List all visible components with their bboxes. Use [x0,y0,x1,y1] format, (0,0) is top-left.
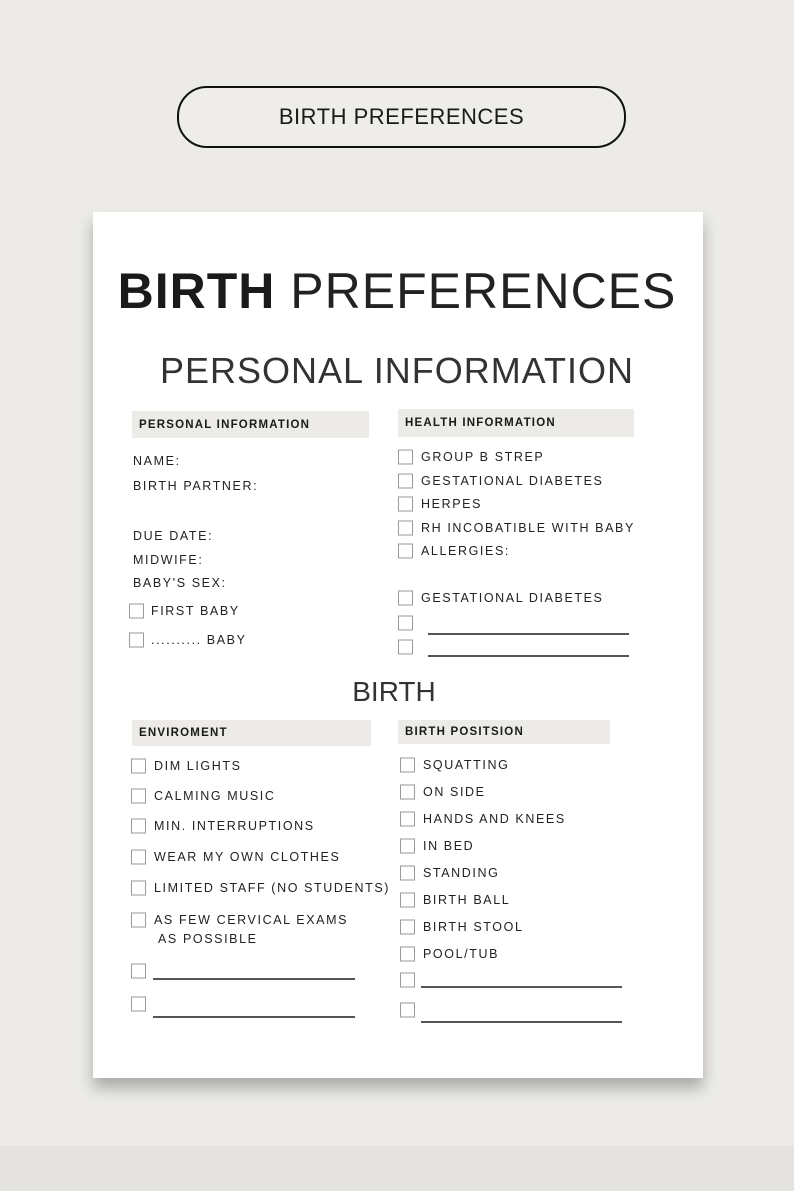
environment-option-label: CALMING MUSIC [154,789,276,803]
blank-line [428,655,629,657]
option-label: .......... BABY [151,633,247,647]
checkbox[interactable] [131,850,146,865]
blank-line [421,1021,622,1023]
section-heading-birth: BIRTH [352,676,436,707]
checkbox[interactable] [131,881,146,896]
checkbox[interactable] [398,497,413,512]
checkbox[interactable] [400,920,415,935]
checkbox[interactable] [398,616,413,631]
checkbox[interactable] [400,1003,415,1018]
personal-field-label: MIDWIFE: [133,553,204,567]
health-option-label: ALLERGIES: [421,544,510,558]
environment-option-label: AS FEW CERVICAL EXAMS [154,913,349,927]
personal-field-label: BIRTH PARTNER: [133,479,259,493]
environment-header: ENVIROMENT [132,720,371,746]
banner-pill [177,86,626,148]
position-option-label: IN BED [423,839,475,853]
section-heading-personal: PERSONAL INFORMATION [159,350,635,391]
checkbox[interactable] [398,591,413,606]
checkbox[interactable] [400,785,415,800]
banner-label: BIRTH PREFERENCES [278,104,525,129]
blank-line [153,978,355,980]
position-option-label: POOL/TUB [423,947,500,961]
checkbox[interactable] [129,604,144,619]
environment-option-label: WEAR MY OWN CLOTHES [154,850,341,864]
health-option-label: GROUP B STREP [421,450,545,464]
blank-line [428,633,629,635]
background-strip [0,1146,794,1191]
environment-option-label: MIN. INTERRUPTIONS [154,819,315,833]
checkbox[interactable] [400,866,415,881]
position-option-label: BIRTH BALL [423,893,511,907]
position-option-label: SQUATTING [423,758,510,772]
health-option-label: GESTATIONAL DIABETES [421,591,604,605]
health-option-label: GESTATIONAL DIABETES [421,474,604,488]
checkbox[interactable] [400,893,415,908]
checkbox[interactable] [131,964,146,979]
checkbox[interactable] [398,474,413,489]
document-title [0,262,794,320]
option-label: FIRST BABY [151,604,240,618]
checkbox[interactable] [131,759,146,774]
checkbox[interactable] [131,913,146,928]
checkbox[interactable] [400,758,415,773]
birth-position-header: BIRTH POSITSION [398,720,610,744]
checkbox[interactable] [398,544,413,559]
personal-info-header: PERSONAL INFORMATION [132,411,369,438]
position-option-label: HANDS AND KNEES [423,812,566,826]
health-info-header: HEALTH INFORMATION [398,409,634,437]
checkbox[interactable] [400,839,415,854]
personal-field-label: DUE DATE: [133,529,214,543]
checkbox[interactable] [398,521,413,536]
position-option-label: ON SIDE [423,785,486,799]
title-bold: BIRTH [117,263,276,319]
health-option-label: HERPES [421,497,483,511]
checkbox[interactable] [398,640,413,655]
environment-option-label: AS POSSIBLE [158,932,258,946]
checkbox[interactable] [400,947,415,962]
personal-field-label: BABY'S SEX: [133,576,227,590]
checkbox[interactable] [400,973,415,988]
checkbox[interactable] [400,812,415,827]
blank-line [153,1016,355,1018]
checkbox[interactable] [129,633,144,648]
checkbox[interactable] [131,997,146,1012]
checkbox[interactable] [398,450,413,465]
environment-option-label: LIMITED STAFF (NO STUDENTS) [154,881,391,895]
checkbox[interactable] [131,819,146,834]
title-light: PREFERENCES [290,263,677,319]
personal-field-label: NAME: [133,454,181,468]
blank-line [421,986,622,988]
checkbox[interactable] [131,789,146,804]
health-option-label: RH INCOBATIBLE WITH BABY [421,521,635,535]
position-option-label: BIRTH STOOL [423,920,524,934]
position-option-label: STANDING [423,866,500,880]
environment-option-label: DIM LIGHTS [154,759,242,773]
